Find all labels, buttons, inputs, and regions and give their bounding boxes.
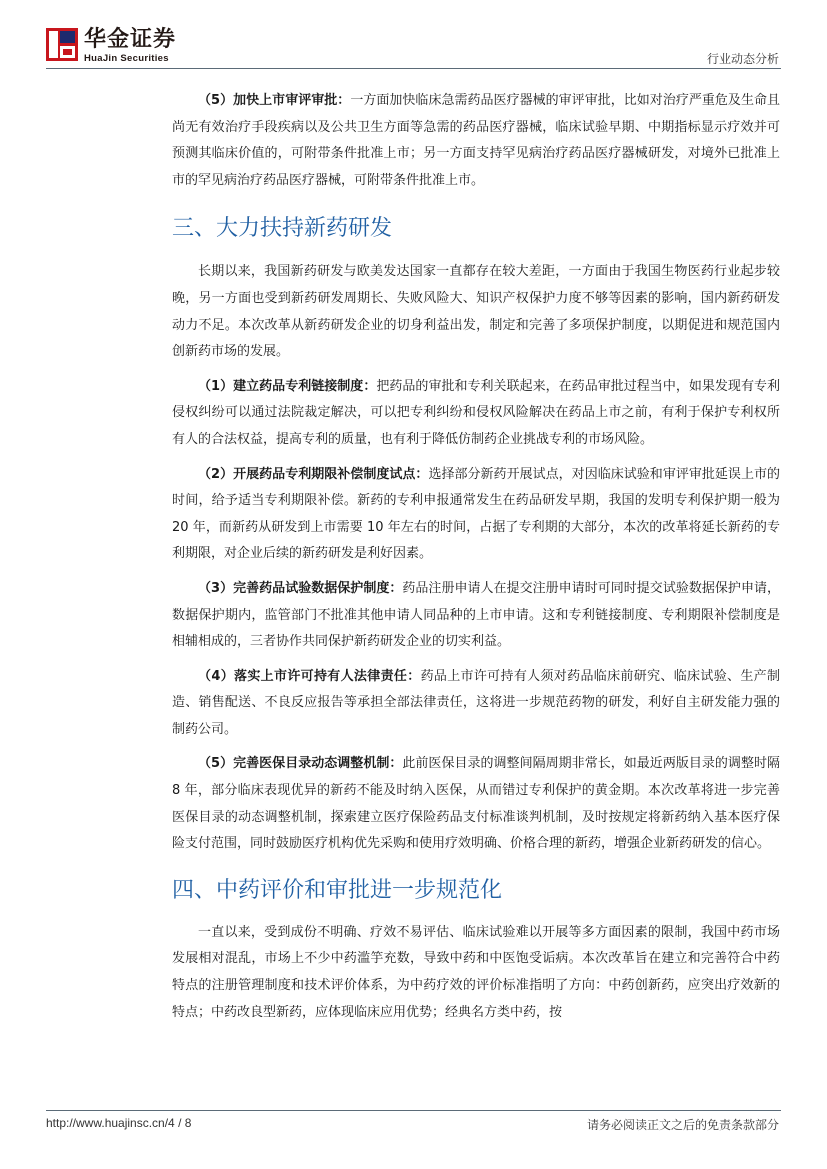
huajin-logo-icon [46, 28, 78, 61]
paragraph-text: 把药品的审批和专利关联起来，在药品审批过程当中，如果发现有专利侵权纠纷可以通过法院裁定解决，可以把专利纠纷和侵权风险解决在药品上市之前，有利于保护专利权所有人的合法权益，提高专利的质量，也有利于降低仿制药企业挑战专利的市场风险。 [172, 378, 780, 447]
paragraph-text: 药品上市许可持有人须对药品临床前研究、临床试验、生产制造、销售配送、不良反应报告等承担全部法律责任，这将进一步规范药物的研发，利好自主研发能力强的制药公司。 [172, 668, 780, 737]
section-3-intro: 长期以来，我国新药研发与欧美发达国家一直都存在较大差距，一方面由于我国生物医药行业起步较晚，另一方面也受到新药研发周期长、失败风险大、知识产权保护力度不够等因素的影响，国内新药研发动力不足。本次改革从新药研发企业的切身利益出发，制定和完善了多项保护制度，以期促进和规范国内创新药市场的发展。 [172, 264, 780, 360]
page-body [172, 88, 780, 1034]
paragraph-lead: （5）完善医保目录动态调整机制： [198, 756, 403, 772]
paragraph-lead: （4）落实上市许可持有人法律责任： [198, 668, 421, 684]
paragraph-accelerate-review [172, 88, 780, 194]
report-type-label: 行业动态分析 [706, 52, 779, 66]
paragraph-lead: （3）完善药品试验数据保护制度： [198, 580, 403, 596]
footer-url-page[interactable]: http://www.huajinsc.cn/4 / 8 [46, 1116, 192, 1130]
paragraph-text: 药品注册申请人在提交注册申请时可同时提交试验数据保护申请，数据保护期内，监管部门不批准其他申请人同品种的上市申请。这和专利链接制度、专利期限补偿制度是相辅相成的，三者协作共同保护新药研发企业的切实利益。 [172, 580, 780, 650]
paragraph-lead: （2）开展药品专利期限补偿制度试点： [198, 466, 429, 482]
paragraph-patent-term [172, 462, 780, 568]
logo-chinese-name: 华金证券 [84, 27, 177, 52]
company-logo [46, 28, 196, 64]
paragraph-mah-liability [172, 664, 780, 744]
page-header [0, 0, 827, 80]
paragraph-text: 选择部分新药开展试点，对因临床试验和审评审批延误上市的时间，给予适当专利期限补偿。新药的专利申报通常发生在药品研发早期，我国的发明专利保护期一般为 20 年，而新药从研发到上市需要 10 年左右的时间，占据了专利期的大部分，本次的改革将延长新药的专利期限，对企业后续的新药研发是利好因素。 [172, 466, 780, 562]
paragraph-data-protection [172, 576, 780, 656]
paragraph-patent-linkage [172, 374, 780, 454]
paragraph-insurance-catalog [172, 751, 780, 857]
section-heading-4: 四、中药评价和审批进一步规范化 [172, 877, 503, 903]
section-4-intro: 一直以来，受到成份不明确、疗效不易评估、临床试验难以开展等多方面因素的限制，我国中药市场发展相对混乱，市场上不少中药滥竽充数，导致中药和中医饱受诟病。本次改革旨在建立和完善符合中药特点的注册管理制度和技术评价体系，为中药疗效的评价标准指明了方向：中药创新药，应突出疗效新的特点；中药改良型新药，应体现临床应用优势；经典名方类中药，按 [172, 924, 780, 1020]
section-heading-3: 三、大力扶持新药研发 [172, 216, 393, 242]
header-divider [46, 68, 781, 69]
paragraph-lead: （5）加快上市审评审批： [198, 93, 351, 108]
logo-english-name: HuaJin Securities [84, 53, 169, 64]
paragraph-text: 此前医保目录的调整间隔周期非常长，如最近两版目录的调整时隔 8 年，部分临床表现优异的新药不能及时纳入医保，从而错过专利保护的黄金期。本次改革将进一步完善医保目录的动态调整机制，探索建立医疗保险药品支付标准谈判机制，及时按规定将新药纳入基本医疗保险支付范围，同时鼓励医疗机构优先采购和使用疗效明确、价格合理的新药，增强企业新药研发的信心。 [172, 756, 780, 852]
paragraph-text: 一方面加快临床急需药品医疗器械的审评审批，比如对治疗严重危及生命且尚无有效治疗手段疾病以及公共卫生方面等急需的药品医疗器械，临床试验早期、中期指标显示疗效并可预测其临床价值的，可附带条件批准上市；另一方面支持罕见病治疗药品医疗器械研发，对境外已批准上市的罕见病治疗药品医疗器械，可附带条件批准上市。 [172, 93, 780, 188]
paragraph-lead: （1）建立药品专利链接制度： [198, 378, 377, 394]
footer-divider [46, 1110, 781, 1111]
footer-disclaimer: 请务必阅读正文之后的免责条款部分 [586, 1118, 779, 1132]
